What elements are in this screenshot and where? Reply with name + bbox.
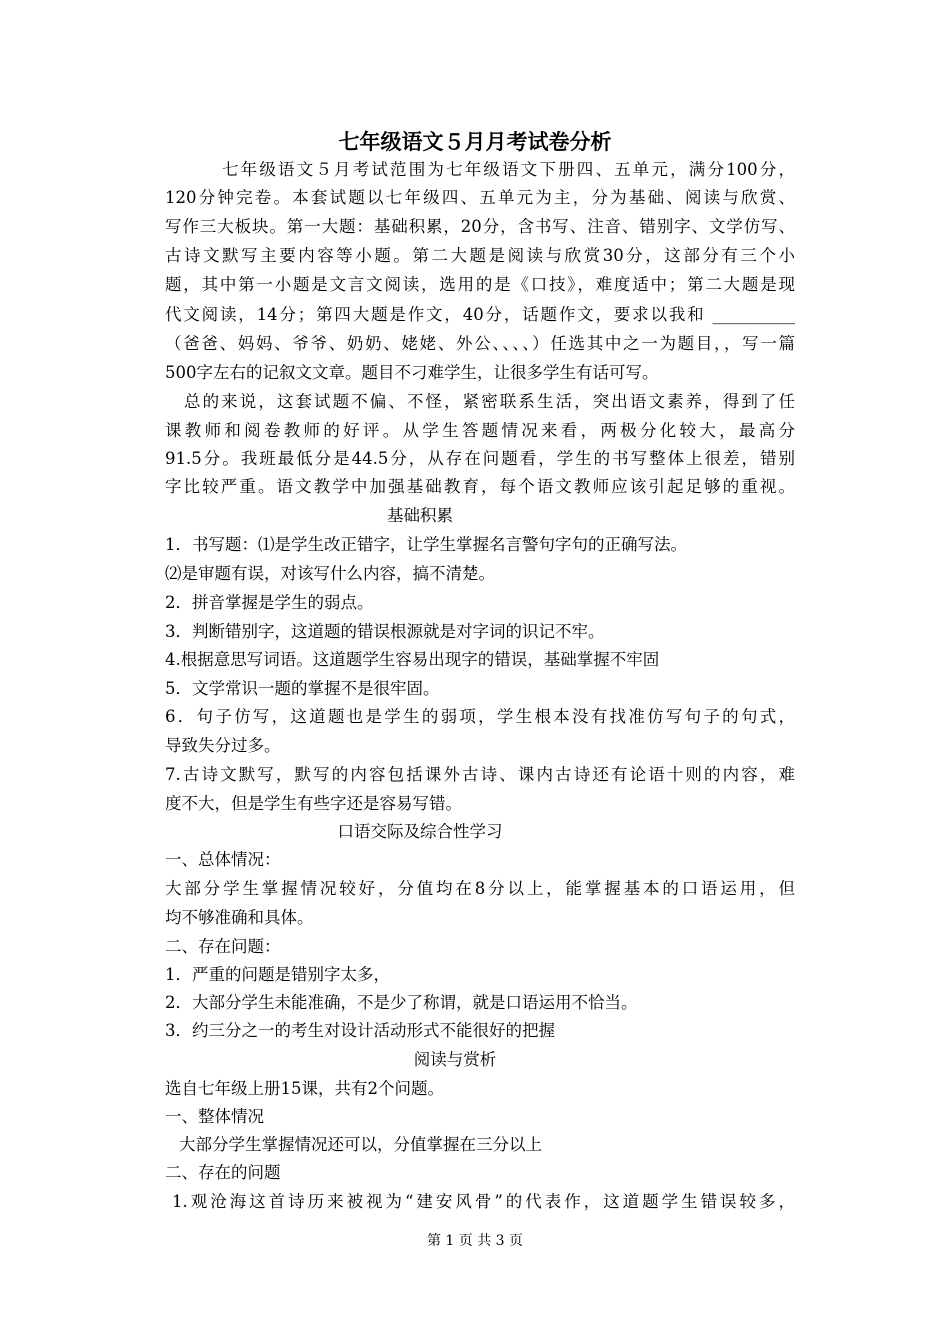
section3-line: 二、存在的问题 [165, 1163, 281, 1182]
section1-line: 5．文学常识一题的掌握不是很牢固。 [165, 679, 440, 698]
intro-line: 题，其中第一小题是文言文阅读，选用的是《口技》，难度适中；第二大题是现 [165, 275, 795, 294]
section1-line: 2．拼音掌握是学生的弱点。 [165, 593, 374, 612]
section3-line: 选自七年级上册15课，共有2个问题。 [165, 1079, 444, 1098]
intro-line: 七年级语文５月考试范围为七年级语文下册四、五单元，满分100分， [222, 160, 795, 179]
section2-line: 二、存在问题： [165, 937, 281, 956]
section3-line: 1.观沧海这首诗历来被视为“建安风骨”的代表作，这道题学生错误较多， [172, 1192, 795, 1211]
section1-line: 3．判断错别字，这道题的错误根源就是对字词的识记不牢。 [165, 622, 605, 641]
intro-line: 代文阅读，14分；第四大题是作文，40分，话题作文，要求以我和 __________ [165, 305, 795, 324]
section3-line: 一、整体情况 [165, 1107, 264, 1126]
page-footer: 第 1 页 共 3 页 [426, 1233, 524, 1249]
section1-line: ⑵是审题有误，对该写什么内容，搞不清楚。 [165, 564, 495, 583]
section2-line: 大部分学生掌握情况较好，分值均在8分以上，能掌握基本的口语运用，但 [165, 879, 795, 898]
document-title: 七年级语文５月月考试卷分析 [338, 129, 612, 154]
section2-line: 3．约三分之一的考生对设计活动形式不能很好的把握 [165, 1021, 555, 1040]
section-heading-reading: 阅读与赏析 [413, 1050, 497, 1069]
intro-line: 500字左右的记叙文文章。题目不刁难学生，让很多学生有话可写。 [165, 363, 659, 382]
section-heading-oral: 口语交际及综合性学习 [337, 822, 503, 841]
section1-line: 7.古诗文默写，默写的内容包括课外古诗、课内古诗还有论语十则的内容，难 [165, 765, 795, 784]
section1-line: 4.根据意思写词语。这道题学生容易出现字的错误，基础掌握不牢固 [165, 650, 660, 669]
section2-line: 2．大部分学生未能准确，不是少了称谓，就是口语运用不恰当。 [165, 993, 638, 1012]
summary-line: 字比较严重。语文教学中加强基础教育，每个语文教师应该引起足够的重视。 [165, 477, 795, 496]
intro-line: 120分钟完卷。本套试题以七年级四、五单元为主，分为基础、阅读与欣赏、 [165, 188, 795, 207]
summary-line: 总的来说，这套试题不偏、不怪，紧密联系生活，突出语文素养，得到了任 [184, 392, 795, 411]
section2-line: 一、总体情况： [165, 850, 281, 869]
intro-line: 古诗文默写主要内容等小题。第二大题是阅读与欣赏30分，这部分有三个小 [165, 246, 795, 265]
section1-line: 度不大，但是学生有些字还是容易写错。 [165, 794, 462, 813]
intro-line: 写作三大板块。第一大题：基础积累，20分，含书写、注音、错别字、文学仿写、 [165, 217, 795, 236]
section-heading-basics: 基础积累 [387, 506, 453, 525]
section1-line: 1．书写题：⑴是学生改正错字，让学生掌握名言警句字句的正确写法。 [165, 535, 687, 554]
section2-line: 均不够准确和具体。 [165, 908, 314, 927]
section1-line: 导致失分过多。 [165, 736, 281, 755]
section2-line: 1．严重的问题是错别字太多， [165, 965, 390, 984]
section1-line: 6．句子仿写，这道题也是学生的弱项，学生根本没有找准仿写句子的句式， [165, 707, 795, 726]
summary-line: 课教师和阅卷教师的好评。从学生答题情况来看，两极分化较大，最高分 [165, 421, 795, 440]
intro-line: （爸爸、妈妈、爷爷、奶奶、姥姥、外公、、、、）任选其中之一为题目，，写一篇 [165, 334, 795, 353]
summary-line: 91.5分。我班最低分是44.5分，从存在问题看，学生的书写整体上很差，错别 [165, 449, 795, 468]
section3-line: 大部分学生掌握情况还可以，分值掌握在三分以上 [179, 1135, 542, 1154]
